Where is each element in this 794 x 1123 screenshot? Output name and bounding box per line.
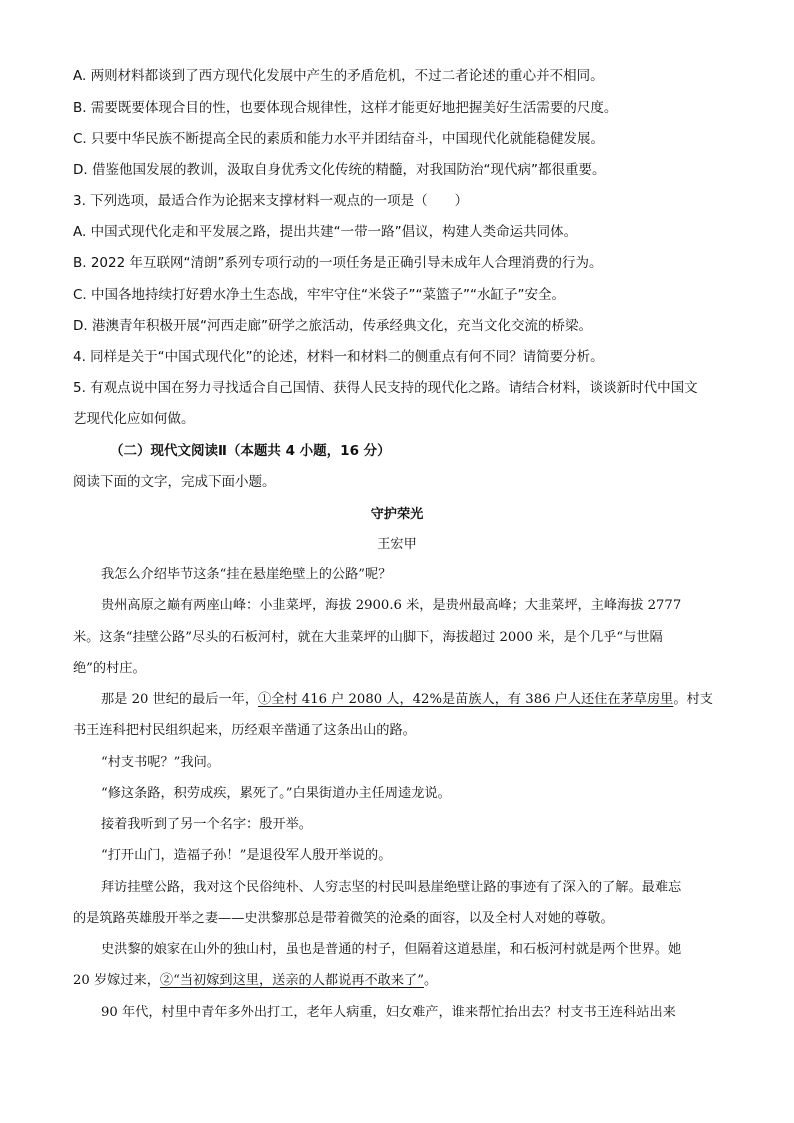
q3-option-d: D. 港澳青年积极开展“河西走廊”研学之旅活动，传承经典文化，充当文化交流的桥梁。 [73,318,592,334]
underlined-sentence-1: ①全村 416 户 2080 人，42%是苗族人，有 386 户人还住在茅草房里 [258,692,674,707]
option-c: C. 只要中华民族不断提高全民的素质和能力水平并团结奋斗，中国现代化就能稳健发展。 [73,131,605,147]
paragraph-9-line1: 史洪黎的娘家在山外的独山村，虽也是普通的村子，但隔着这道悬崖，和石板河村就是两个世界。她 [101,942,682,957]
paragraph-2-line2: 米。这条“挂壁公路”尽头的石板河村，就在大韭菜坪的山脚下，海拔超过 2000 米，是个几乎“与世隔 [73,630,663,645]
question-5-line1: 5. 有观点说中国在努力寻找适合自己国情、获得人民支持的现代化之路。请结合材料，谈谈新时代中国文 [73,380,698,396]
paragraph-5: “修这条路，积劳成疾，累死了。”白果街道办主任周逵龙说。 [101,786,451,801]
paragraph-2-line1: 贵州高原之巅有两座山峰：小韭菜坪，海拔 2900.6 米，是贵州最高峰；大韭菜坪，主峰海拔 2777 [101,598,682,613]
paragraph-9-line2 [73,971,723,991]
section-instruction: 阅读下面的文字，完成下面小题。 [73,474,276,490]
paragraph-8-line1: 拜访挂壁公路，我对这个民俗纯朴、人穷志坚的村民叫悬崖绝壁让路的事迹有了深入的了解。最难忘 [101,880,682,895]
option-d: D. 借鉴他国发展的教训，汲取自身优秀文化传统的精髓，对我国防治“现代病”都很重要。 [73,162,606,178]
paragraph-3-line2: 书王连科把村民组织起来，历经艰辛凿通了这条出山的路。 [73,723,416,738]
paragraph-3-lead: 那是 20 世纪的最后一年， [101,692,259,707]
paragraph-10: 90 年代，村里中青年多外出打工，老年人病重，妇女难产，谁来帮忙抬出去？村支书王连科站出来 [101,1005,676,1020]
question-4: 4. 同样是关于“中国式现代化”的论述，材料一和材料二的侧重点有何不同？请简要分析。 [73,349,604,365]
paragraph-8-line2: 的是筑路英雄殷开举之妻——史洪黎那总是带着微笑的沧桑的面容，以及全村人对她的尊敬。 [73,911,614,926]
paragraph-9-tail: 。 [423,973,438,988]
q3-option-c: C. 中国各地持续打好碧水净土生态战，牢牢守住“米袋子”“菜篮子”“水缸子”安全。 [73,287,565,303]
paragraph-6: 接着我听到了另一个名字：殷开举。 [101,817,312,832]
paragraph-3-tail: 。村支 [673,692,713,707]
paragraph-1: 我怎么介绍毕节这条“挂在悬崖绝壁上的公路”呢？ [101,567,392,582]
paragraph-7: “打开山门，造福子孙！”是退役军人殷开举说的。 [101,848,392,863]
article-author: 王宏甲 [377,537,417,552]
paragraph-3-line1 [101,690,751,710]
paragraph-2-line3: 绝”的村庄。 [73,661,146,676]
paragraph-4: “村支书呢？”我问。 [101,755,220,770]
section-heading: （二）现代文阅读Ⅱ（本题共 4 小题，16 分） [110,443,391,459]
question-3-stem: 3. 下列选项，最适合作为论据来支撑材料一观点的一项是（ ） [73,193,469,209]
option-b: B. 需要既要体现合目的性，也要体现合规律性，这样才能更好地把握美好生活需要的尺度。 [73,100,618,116]
q3-option-b: B. 2022 年互联网“清朗”系列专项行动的一项任务是正确引导未成年人合理消费的行为。 [73,255,603,271]
underlined-sentence-2: ②“当初嫁到这里，送亲的人都说再不敢来了” [159,973,424,988]
option-a: A. 两则材料都谈到了西方现代化发展中产生的矛盾危机，不过二者论述的重心并不相同。 [73,68,604,84]
question-5-line2: 艺现代化应如何做。 [73,411,195,427]
paragraph-9-lead: 20 岁嫁过来， [73,973,160,988]
q3-option-a: A. 中国式现代化走和平发展之路，提出共建“一带一路”倡议，构建人类命运共同体。 [73,224,578,240]
article-title: 守护荣光 [370,507,424,522]
